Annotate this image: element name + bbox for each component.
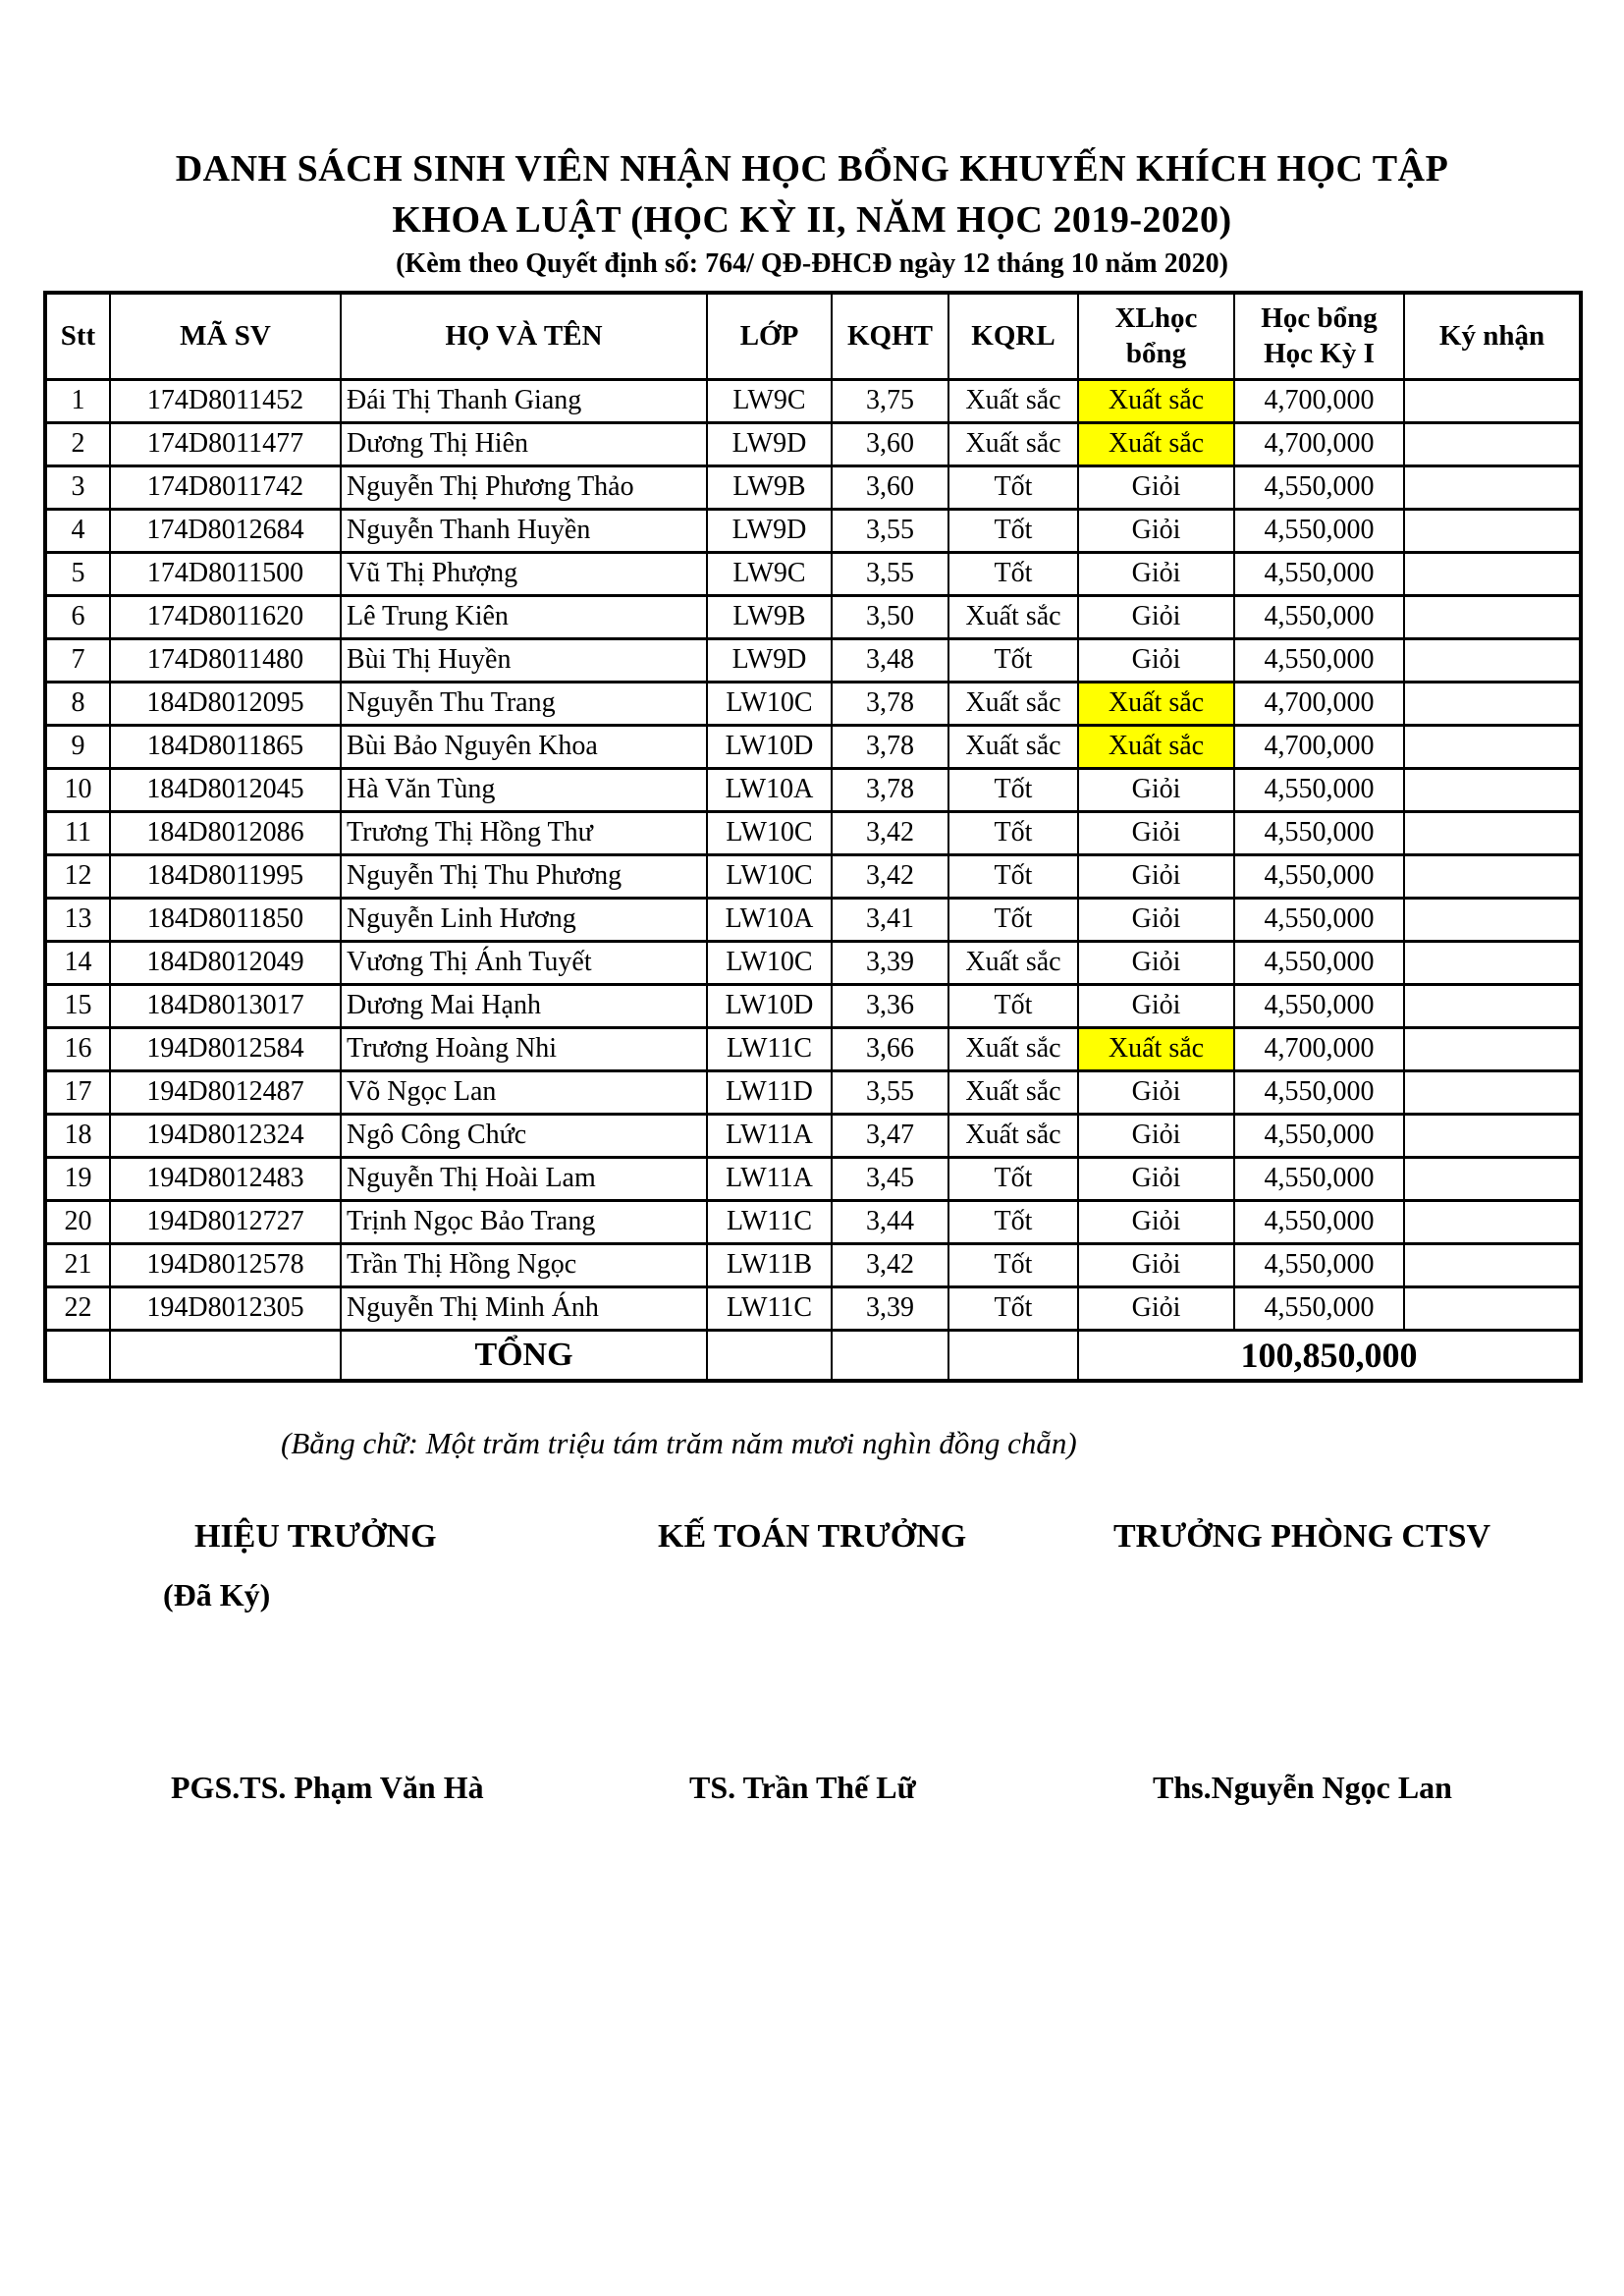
cell-kqrl: Tốt [948,1200,1078,1243]
document-subtitle: (Kèm theo Quyết định số: 764/ QĐ-ĐHCĐ ngày 12 tháng 10 năm 2020) [396,248,1228,279]
cell-ky-nhan [1404,1027,1581,1070]
cell-xl-hoc-bong: Giỏi [1078,941,1234,984]
cell-ma-sv: 184D8011995 [110,854,341,898]
cell-kqrl: Xuất sắc [948,595,1078,638]
title-block [0,0,1624,281]
cell-kqrl: Tốt [948,811,1078,854]
cell-kqht: 3,66 [832,1027,948,1070]
cell-hoc-bong: 4,550,000 [1234,1157,1404,1200]
cell-ho-va-ten: Trương Thị Hồng Thư [341,811,707,854]
total-empty-cell [948,1330,1078,1381]
column-header-stt: Stt [45,293,110,379]
cell-kqrl: Xuất sắc [948,422,1078,465]
cell-hoc-bong: 4,700,000 [1234,379,1404,422]
cell-stt: 17 [45,1070,110,1114]
cell-lop: LW9D [707,638,832,682]
cell-stt: 10 [45,768,110,811]
student-row [45,941,1581,984]
student-row [45,1286,1581,1330]
cell-ho-va-ten: Võ Ngọc Lan [341,1070,707,1114]
cell-ho-va-ten: Ngô Công Chức [341,1114,707,1157]
cell-ma-sv: 174D8011452 [110,379,341,422]
table-header [45,293,1581,379]
student-row [45,854,1581,898]
cell-lop: LW9B [707,465,832,509]
cell-kqht: 3,55 [832,552,948,595]
student-row [45,595,1581,638]
cell-hoc-bong: 4,550,000 [1234,595,1404,638]
cell-ma-sv: 174D8012684 [110,509,341,552]
student-row [45,725,1581,768]
cell-ky-nhan [1404,941,1581,984]
cell-kqrl: Tốt [948,1157,1078,1200]
signature-block [0,1518,1624,1832]
cell-ky-nhan [1404,725,1581,768]
student-row [45,1200,1581,1243]
cell-ky-nhan [1404,682,1581,725]
cell-kqrl: Tốt [948,552,1078,595]
cell-kqht: 3,42 [832,811,948,854]
cell-ho-va-ten: Hà Văn Tùng [341,768,707,811]
cell-kqht: 3,55 [832,509,948,552]
cell-kqrl: Xuất sắc [948,682,1078,725]
cell-hoc-bong: 4,550,000 [1234,1070,1404,1114]
student-row [45,898,1581,941]
column-header-ho-va-ten: HỌ VÀ TÊN [341,293,707,379]
cell-ma-sv: 184D8011850 [110,898,341,941]
cell-ky-nhan [1404,1070,1581,1114]
cell-xl-hoc-bong: Xuất sắc [1078,1027,1234,1070]
cell-kqht: 3,47 [832,1114,948,1157]
cell-kqrl: Tốt [948,1286,1078,1330]
cell-stt: 21 [45,1243,110,1286]
cell-ho-va-ten: Nguyễn Thị Hoài Lam [341,1157,707,1200]
cell-kqrl: Tốt [948,638,1078,682]
student-row [45,509,1581,552]
cell-stt: 22 [45,1286,110,1330]
document-title-line2: KHOA LUẬT (HỌC KỲ II, NĂM HỌC 2019-2020) [392,199,1232,241]
total-amount-cell: 100,850,000 [1078,1330,1581,1381]
cell-xl-hoc-bong: Giỏi [1078,1286,1234,1330]
cell-ho-va-ten: Vũ Thị Phượng [341,552,707,595]
cell-ho-va-ten: Nguyễn Thị Phương Thảo [341,465,707,509]
cell-ma-sv: 194D8012483 [110,1157,341,1200]
signature-title-ke-toan-truong: KẾ TOÁN TRƯỞNG [658,1518,967,1555]
cell-ho-va-ten: Bùi Bảo Nguyên Khoa [341,725,707,768]
cell-kqrl: Tốt [948,1243,1078,1286]
cell-kqrl: Tốt [948,768,1078,811]
cell-stt: 11 [45,811,110,854]
cell-ma-sv: 184D8012045 [110,768,341,811]
student-row [45,1243,1581,1286]
student-row [45,1157,1581,1200]
cell-ky-nhan [1404,552,1581,595]
cell-lop: LW11A [707,1114,832,1157]
cell-ky-nhan [1404,984,1581,1027]
cell-kqrl: Xuất sắc [948,1070,1078,1114]
cell-hoc-bong: 4,550,000 [1234,552,1404,595]
student-row [45,682,1581,725]
cell-stt: 4 [45,509,110,552]
cell-kqht: 3,41 [832,898,948,941]
header-row [45,293,1581,379]
student-row [45,1027,1581,1070]
cell-lop: LW9C [707,379,832,422]
cell-stt: 1 [45,379,110,422]
cell-lop: LW10A [707,768,832,811]
cell-ho-va-ten: Trịnh Ngọc Bảo Trang [341,1200,707,1243]
cell-ma-sv: 174D8011500 [110,552,341,595]
cell-xl-hoc-bong: Giỏi [1078,465,1234,509]
cell-lop: LW9D [707,422,832,465]
cell-stt: 13 [45,898,110,941]
cell-lop: LW9D [707,509,832,552]
cell-ho-va-ten: Nguyễn Thị Thu Phương [341,854,707,898]
cell-lop: LW10C [707,854,832,898]
cell-lop: LW10C [707,682,832,725]
cell-stt: 7 [45,638,110,682]
cell-xl-hoc-bong: Xuất sắc [1078,725,1234,768]
cell-hoc-bong: 4,550,000 [1234,941,1404,984]
cell-kqht: 3,78 [832,725,948,768]
cell-kqrl: Tốt [948,465,1078,509]
cell-ky-nhan [1404,1286,1581,1330]
cell-hoc-bong: 4,550,000 [1234,509,1404,552]
signed-note: (Đã Ký) [163,1577,271,1613]
column-header-hoc-bong-hoc-ky-1: Học bổng Học Kỳ I [1234,293,1404,379]
student-row [45,984,1581,1027]
cell-kqht: 3,60 [832,465,948,509]
signature-title-hieu-truong: HIỆU TRƯỞNG [194,1518,437,1555]
cell-xl-hoc-bong: Giỏi [1078,898,1234,941]
column-header-kqrl: KQRL [948,293,1078,379]
cell-hoc-bong: 4,700,000 [1234,725,1404,768]
cell-ky-nhan [1404,1157,1581,1200]
cell-kqht: 3,55 [832,1070,948,1114]
cell-ky-nhan [1404,1114,1581,1157]
cell-kqht: 3,78 [832,682,948,725]
cell-ho-va-ten: Nguyễn Thanh Huyền [341,509,707,552]
student-row [45,379,1581,422]
cell-kqrl: Tốt [948,898,1078,941]
cell-xl-hoc-bong: Giỏi [1078,1070,1234,1114]
cell-stt: 6 [45,595,110,638]
cell-stt: 20 [45,1200,110,1243]
cell-lop: LW10A [707,898,832,941]
cell-hoc-bong: 4,550,000 [1234,1286,1404,1330]
amount-in-words: (Bằng chữ: Một trăm triệu tám trăm năm mươi nghìn đồng chẵn) [281,1426,1077,1460]
cell-xl-hoc-bong: Giỏi [1078,552,1234,595]
cell-ma-sv: 184D8011865 [110,725,341,768]
cell-ma-sv: 184D8012095 [110,682,341,725]
cell-kqht: 3,42 [832,1243,948,1286]
cell-ky-nhan [1404,1200,1581,1243]
total-empty-cell [707,1330,832,1381]
cell-kqrl: Xuất sắc [948,1027,1078,1070]
cell-ma-sv: 184D8012086 [110,811,341,854]
cell-xl-hoc-bong: Giỏi [1078,768,1234,811]
cell-stt: 19 [45,1157,110,1200]
cell-ho-va-ten: Dương Thị Hiên [341,422,707,465]
cell-ma-sv: 174D8011480 [110,638,341,682]
student-row [45,768,1581,811]
total-label-cell: TỔNG [341,1330,707,1381]
cell-kqrl: Tốt [948,509,1078,552]
cell-ma-sv: 194D8012305 [110,1286,341,1330]
cell-xl-hoc-bong: Xuất sắc [1078,379,1234,422]
scholarship-table [43,291,1583,1383]
cell-ho-va-ten: Vương Thị Ánh Tuyết [341,941,707,984]
cell-kqrl: Xuất sắc [948,1114,1078,1157]
cell-ho-va-ten: Nguyễn Linh Hương [341,898,707,941]
cell-ho-va-ten: Nguyễn Thu Trang [341,682,707,725]
cell-hoc-bong: 4,550,000 [1234,638,1404,682]
cell-kqrl: Tốt [948,854,1078,898]
cell-stt: 16 [45,1027,110,1070]
cell-hoc-bong: 4,550,000 [1234,1200,1404,1243]
cell-ky-nhan [1404,465,1581,509]
cell-kqht: 3,60 [832,422,948,465]
cell-lop: LW9C [707,552,832,595]
total-empty-cell [832,1330,948,1381]
cell-xl-hoc-bong: Giỏi [1078,984,1234,1027]
signature-name-truong-phong-ctsv: Ths.Nguyễn Ngọc Lan [1153,1770,1452,1805]
cell-kqrl: Xuất sắc [948,941,1078,984]
cell-kqht: 3,48 [832,638,948,682]
cell-ky-nhan [1404,811,1581,854]
cell-ho-va-ten: Bùi Thị Huyền [341,638,707,682]
cell-xl-hoc-bong: Xuất sắc [1078,682,1234,725]
cell-ho-va-ten: Đái Thị Thanh Giang [341,379,707,422]
cell-ky-nhan [1404,422,1581,465]
table-body [45,379,1581,1381]
cell-hoc-bong: 4,700,000 [1234,1027,1404,1070]
cell-xl-hoc-bong: Giỏi [1078,509,1234,552]
cell-ho-va-ten: Trương Hoàng Nhi [341,1027,707,1070]
cell-ho-va-ten: Lê Trung Kiên [341,595,707,638]
cell-kqrl: Xuất sắc [948,379,1078,422]
signature-title-truong-phong-ctsv: TRƯỞNG PHÒNG CTSV [1113,1518,1491,1555]
column-header-xl-hoc-bong: XLhọc bổng [1078,293,1234,379]
cell-ky-nhan [1404,595,1581,638]
cell-ho-va-ten: Nguyễn Thị Minh Ánh [341,1286,707,1330]
cell-hoc-bong: 4,550,000 [1234,898,1404,941]
cell-kqht: 3,39 [832,941,948,984]
cell-kqht: 3,44 [832,1200,948,1243]
document-title-line1: DANH SÁCH SINH VIÊN NHẬN HỌC BỔNG KHUYẾN KHÍCH HỌC TẬP [175,148,1449,190]
cell-stt: 15 [45,984,110,1027]
cell-ky-nhan [1404,898,1581,941]
cell-ma-sv: 174D8011742 [110,465,341,509]
cell-stt: 8 [45,682,110,725]
cell-stt: 9 [45,725,110,768]
cell-kqht: 3,39 [832,1286,948,1330]
student-row [45,811,1581,854]
student-row [45,1070,1581,1114]
cell-stt: 12 [45,854,110,898]
cell-xl-hoc-bong: Giỏi [1078,1157,1234,1200]
cell-kqht: 3,45 [832,1157,948,1200]
cell-ky-nhan [1404,768,1581,811]
column-header-ky-nhan: Ký nhận [1404,293,1581,379]
cell-lop: LW11B [707,1243,832,1286]
cell-ma-sv: 184D8012049 [110,941,341,984]
signature-name-ke-toan-truong: TS. Trần Thế Lữ [689,1770,916,1805]
column-header-ma-sv: MÃ SV [110,293,341,379]
cell-ky-nhan [1404,854,1581,898]
cell-ma-sv: 174D8011620 [110,595,341,638]
cell-kqrl: Tốt [948,984,1078,1027]
cell-xl-hoc-bong: Giỏi [1078,595,1234,638]
cell-ma-sv: 194D8012324 [110,1114,341,1157]
cell-hoc-bong: 4,700,000 [1234,422,1404,465]
cell-lop: LW10D [707,984,832,1027]
cell-hoc-bong: 4,700,000 [1234,682,1404,725]
cell-lop: LW11C [707,1200,832,1243]
total-empty-cell [110,1330,341,1381]
cell-kqht: 3,75 [832,379,948,422]
cell-ma-sv: 194D8012487 [110,1070,341,1114]
cell-lop: LW11C [707,1027,832,1070]
cell-xl-hoc-bong: Xuất sắc [1078,422,1234,465]
cell-kqht: 3,50 [832,595,948,638]
cell-ky-nhan [1404,509,1581,552]
student-row [45,552,1581,595]
cell-ky-nhan [1404,379,1581,422]
cell-ma-sv: 194D8012727 [110,1200,341,1243]
cell-hoc-bong: 4,550,000 [1234,465,1404,509]
total-empty-cell [45,1330,110,1381]
cell-ky-nhan [1404,1243,1581,1286]
cell-kqht: 3,36 [832,984,948,1027]
cell-hoc-bong: 4,550,000 [1234,984,1404,1027]
cell-ma-sv: 174D8011477 [110,422,341,465]
total-row [45,1330,1581,1381]
student-row [45,465,1581,509]
cell-xl-hoc-bong: Giỏi [1078,1243,1234,1286]
cell-hoc-bong: 4,550,000 [1234,854,1404,898]
cell-kqht: 3,78 [832,768,948,811]
student-row [45,638,1581,682]
cell-stt: 5 [45,552,110,595]
cell-hoc-bong: 4,550,000 [1234,768,1404,811]
cell-hoc-bong: 4,550,000 [1234,1243,1404,1286]
cell-kqht: 3,42 [832,854,948,898]
cell-hoc-bong: 4,550,000 [1234,811,1404,854]
cell-lop: LW10C [707,811,832,854]
cell-kqrl: Xuất sắc [948,725,1078,768]
cell-ma-sv: 194D8012584 [110,1027,341,1070]
cell-xl-hoc-bong: Giỏi [1078,638,1234,682]
cell-stt: 14 [45,941,110,984]
cell-ho-va-ten: Trần Thị Hồng Ngọc [341,1243,707,1286]
signature-name-hieu-truong: PGS.TS. Phạm Văn Hà [171,1770,484,1805]
cell-ho-va-ten: Dương Mai Hạnh [341,984,707,1027]
column-header-kqht: KQHT [832,293,948,379]
cell-lop: LW11A [707,1157,832,1200]
cell-ma-sv: 194D8012578 [110,1243,341,1286]
cell-hoc-bong: 4,550,000 [1234,1114,1404,1157]
cell-xl-hoc-bong: Giỏi [1078,854,1234,898]
cell-lop: LW11D [707,1070,832,1114]
cell-stt: 3 [45,465,110,509]
student-row [45,422,1581,465]
cell-lop: LW10C [707,941,832,984]
student-row [45,1114,1581,1157]
cell-stt: 18 [45,1114,110,1157]
cell-stt: 2 [45,422,110,465]
cell-lop: LW10D [707,725,832,768]
cell-xl-hoc-bong: Giỏi [1078,811,1234,854]
cell-ma-sv: 184D8013017 [110,984,341,1027]
column-header-lop: LỚP [707,293,832,379]
cell-xl-hoc-bong: Giỏi [1078,1200,1234,1243]
cell-xl-hoc-bong: Giỏi [1078,1114,1234,1157]
cell-lop: LW9B [707,595,832,638]
cell-ky-nhan [1404,638,1581,682]
cell-lop: LW11C [707,1286,832,1330]
